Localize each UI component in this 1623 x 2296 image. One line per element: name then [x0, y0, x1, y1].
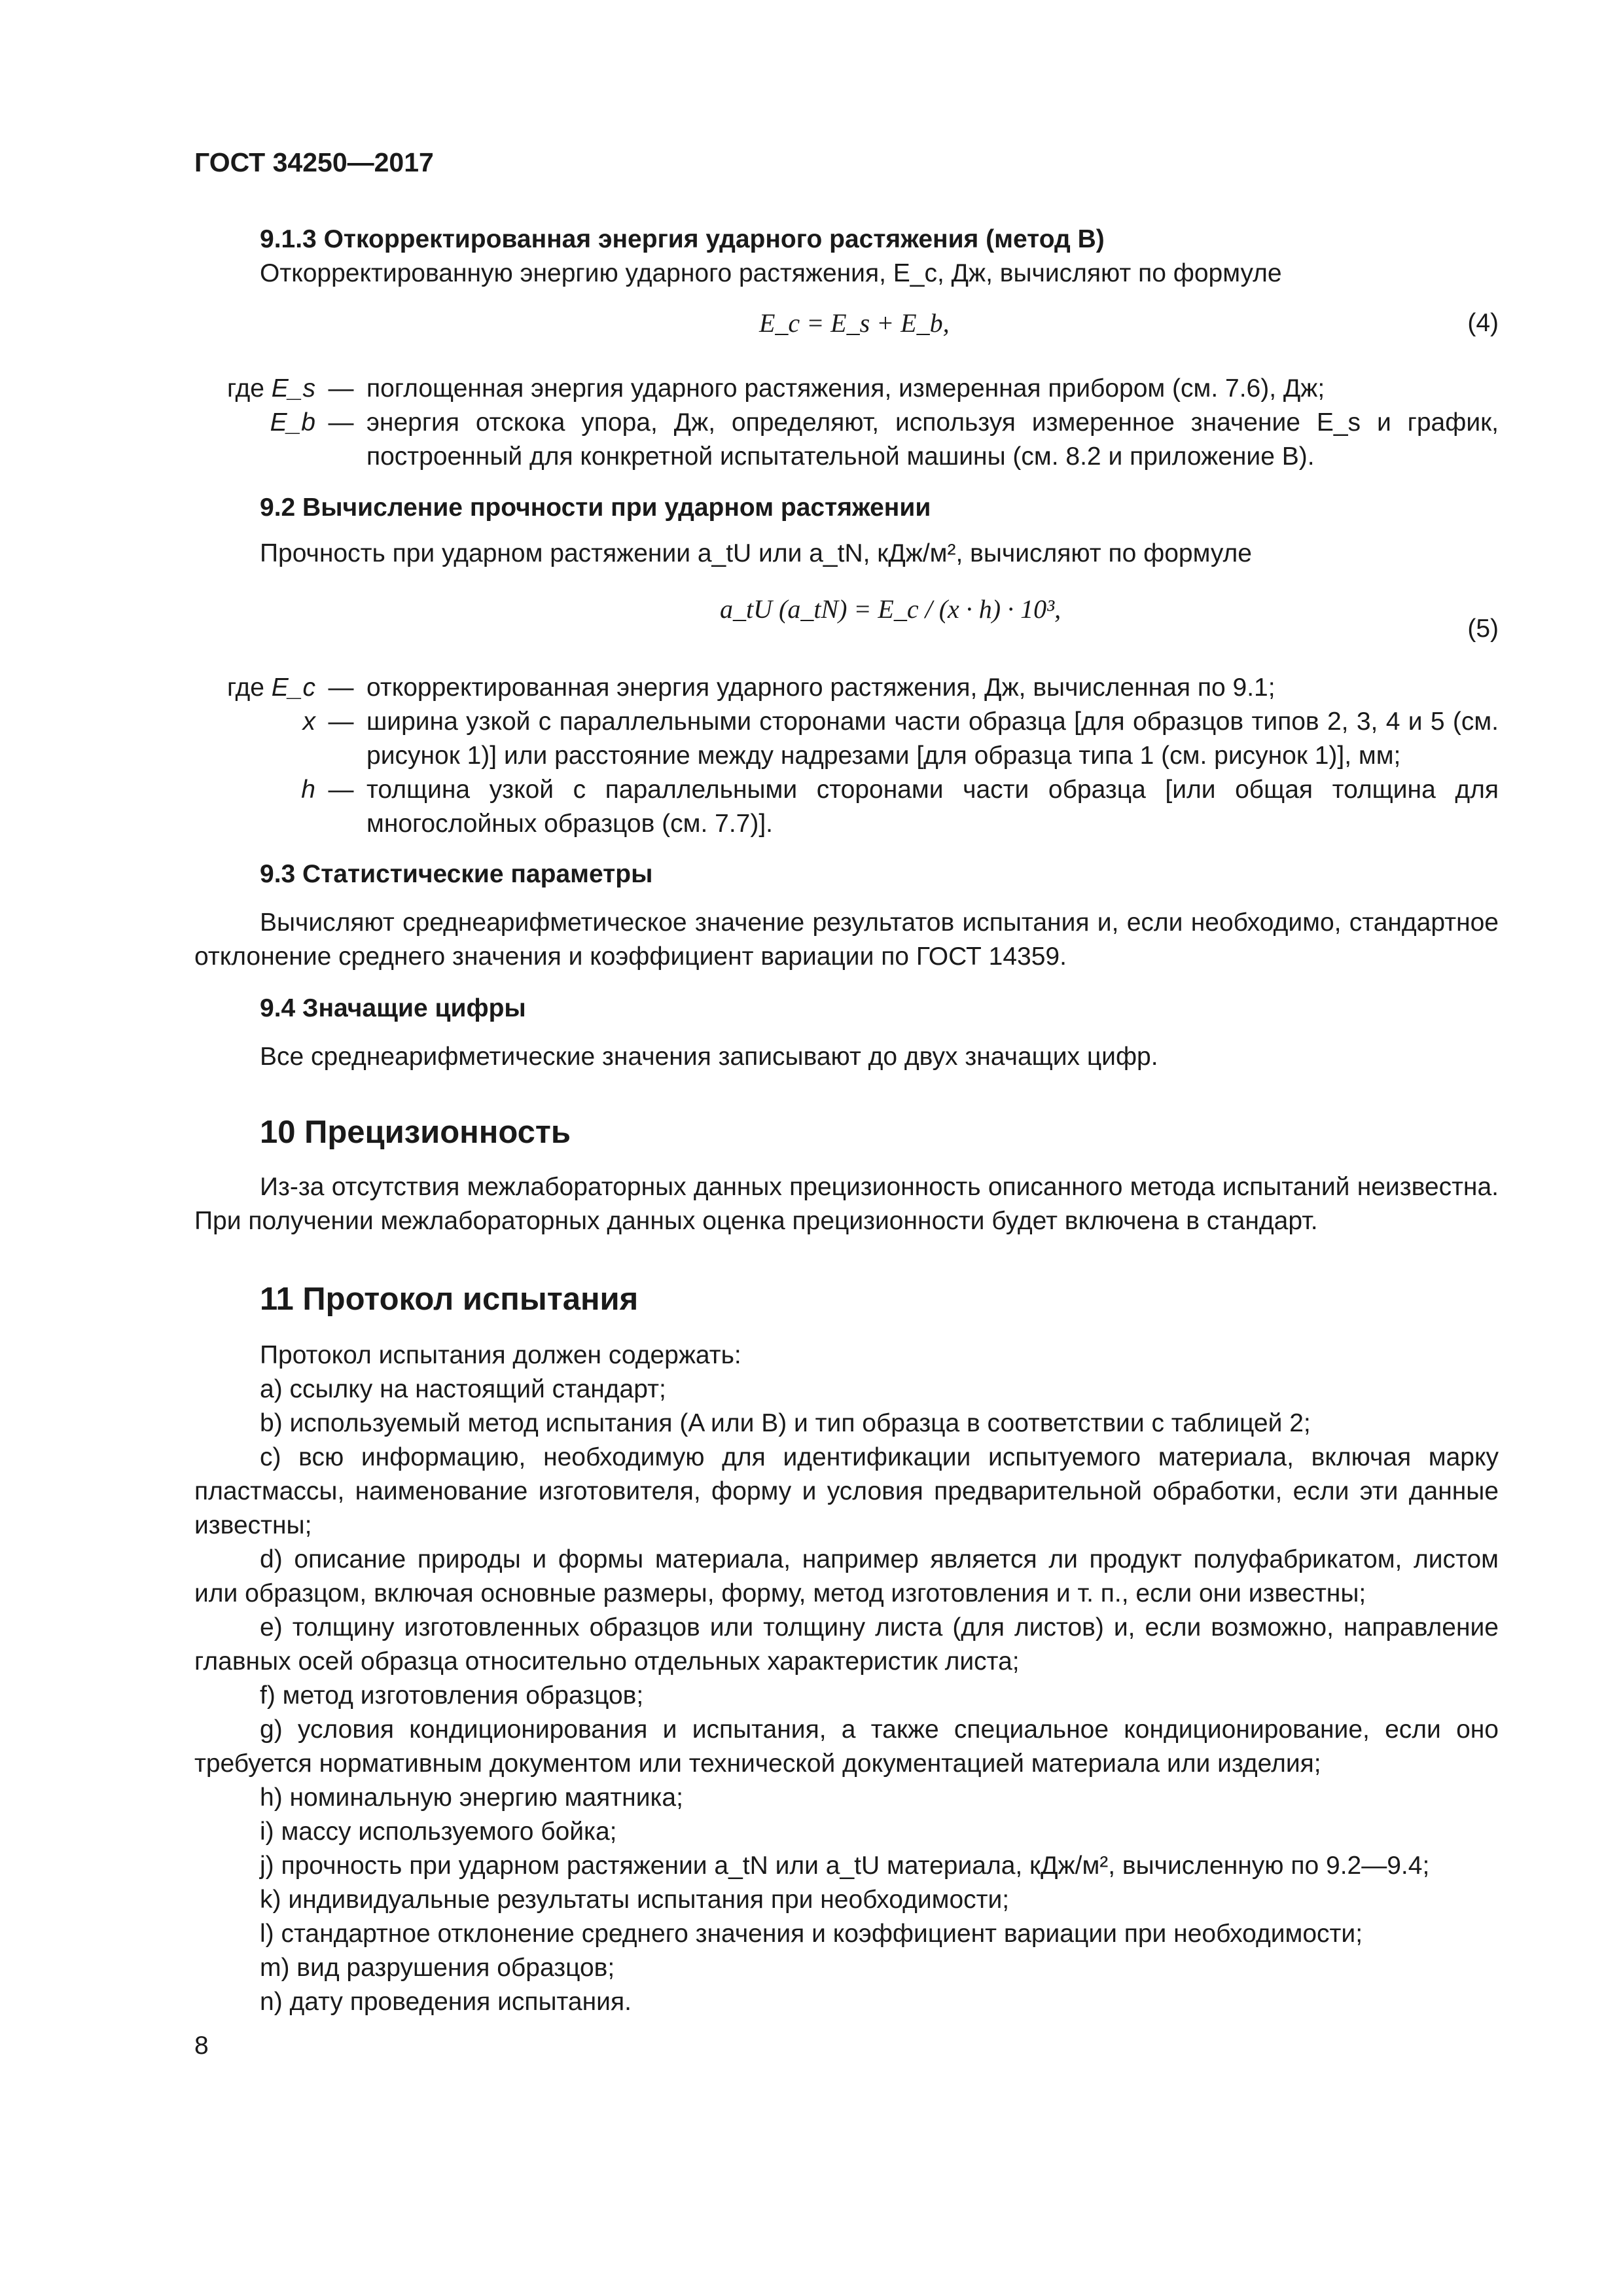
definition-symbol: E_c — [271, 673, 315, 702]
list-item: i) массу используемого бойка; — [260, 1818, 617, 1846]
formula-4: E_c = E_s + E_b, — [759, 308, 950, 338]
section-10 — [194, 1113, 1499, 1238]
definition-row: h — толщина узкой с параллельными сторонами части образца [или общая толщина для многослойных образцов (см. 7.7)]. — [194, 773, 1499, 841]
list-item: d) описание природы и формы материала, например является ли продукт полуфабрикатом, листом или образцом, включая основные размеры, форму, метод изготовления и т. п., если они известны; — [194, 1545, 1499, 1607]
section-heading: 9.2 Вычисление прочности при ударном растяжении — [260, 493, 931, 522]
list-item: c) всю информацию, необходимую для идентификации испытуемого материала, включая марку пластмассы, наименование изготовителя, форму и условия предварительной обработки, если эти данные известны; — [194, 1443, 1499, 1539]
definition-text: толщина узкой с параллельными сторонами части образца [или общая толщина для многослойных образцов (см. 7.7)]. — [366, 776, 1499, 838]
section-9-4 — [194, 992, 1499, 1074]
section-heading: 9.1.3 Откорректированная энергия ударного растяжения (метод B) — [260, 225, 1105, 253]
definition-row: где E_s — поглощенная энергия ударного растяжения, измеренная прибором (см. 7.6), Дж; — [194, 372, 1499, 406]
document-header: ГОСТ 34250—2017 — [194, 147, 434, 177]
list-item: a) ссылку на настоящий стандарт; — [260, 1375, 666, 1403]
section-9-1-3 — [194, 223, 1499, 291]
section-text: Прочность при ударном растяжении a_tU или a_tN, кДж/м², вычисляют по формуле — [260, 539, 1252, 567]
page-number: 8 — [194, 2032, 209, 2060]
list-item: l) стандартное отклонение среднего значения и коэффициент вариации при необходимости; — [260, 1920, 1363, 1948]
equation-number: (4) — [1467, 309, 1499, 337]
definition-row: E_b — энергия отскока упора, Дж, определяют, используя измеренное значение E_s и график, построенный для конкретной испытательной машины (см. 8.2 и приложение B). — [194, 406, 1499, 474]
definition-text: ширина узкой с параллельными сторонами части образца [для образцов типов 2, 3, 4 и 5 (см. рисунок 1)] или расстояние между надрезами [для образца типа 1 (см. рисунок 1)], мм; — [366, 708, 1499, 770]
section-text: Все среднеарифметические значения записывают до двух значащих цифр. — [260, 1043, 1158, 1071]
variable-definitions — [194, 671, 1499, 841]
section-text: Откорректированную энергию ударного растяжения, E_c, Дж, вычисляют по формуле — [260, 259, 1282, 287]
equation-number: (5) — [1467, 615, 1499, 643]
definition-symbol: E_b — [270, 408, 315, 437]
where-label: где — [227, 374, 264, 403]
definition-text: откорректированная энергия ударного растяжения, Дж, вычисленная по 9.1; — [366, 673, 1275, 702]
definition-text: энергия отскока упора, Дж, определяют, используя измеренное значение E_s и график, построенный для конкретной испытательной машины (см. 8.2 и приложение B). — [366, 408, 1499, 471]
section-heading: 11 Протокол испытания — [260, 1282, 639, 1317]
section-intro: Протокол испытания должен содержать: — [260, 1341, 741, 1369]
list-item: m) вид разрушения образцов; — [260, 1954, 615, 1982]
definition-symbol: E_s — [271, 374, 315, 403]
list-item: e) толщину изготовленных образцов или толщину листа (для листов) и, если возможно, направление главных осей образца относительно отдельных характеристик листа; — [194, 1613, 1499, 1676]
protocol-items-list — [194, 1372, 1499, 2019]
section-text: Вычисляют среднеарифметическое значение результатов испытания и, если необходимо, стандартное отклонение среднего значения и коэффициент вариации по ГОСТ 14359. — [194, 908, 1499, 971]
list-item: g) условия кондиционирования и испытания, а также специальное кондиционирование, если оно требуется нормативным документом или технической документацией материала или изделия; — [194, 1715, 1499, 1778]
definition-row: где E_c — откорректированная энергия ударного растяжения, Дж, вычисленная по 9.1; — [194, 671, 1499, 705]
section-heading: 9.3 Статистические параметры — [260, 860, 653, 888]
definition-symbol: h — [301, 776, 315, 804]
definition-text: поглощенная энергия ударного растяжения, измеренная прибором (см. 7.6), Дж; — [366, 374, 1325, 403]
variable-definitions — [194, 372, 1499, 474]
section-text: Из-за отсутствия межлабораторных данных прецизионность описанного метода испытаний неизвестна. При получении межлабораторных данных оценка прецизионности будет включена в стандарт. — [194, 1173, 1499, 1235]
definition-row: x — ширина узкой с параллельными сторонами части образца [для образцов типов 2, 3, 4 и 5 (см. рисунок 1)] или расстояние между надрезами [для образца типа 1 (см. рисунок 1)], мм; — [194, 705, 1499, 773]
list-item: h) номинальную энергию маятника; — [260, 1784, 683, 1812]
list-item: f) метод изготовления образцов; — [260, 1681, 644, 1710]
section-11 — [194, 1280, 1499, 2019]
list-item: n) дату проведения испытания. — [260, 1988, 632, 2016]
list-item: b) используемый метод испытания (A или B) и тип образца в соответствии с таблицей 2; — [260, 1409, 1311, 1437]
formula-5: a_tU (a_tN) = E_c / (x · h) · 10³, — [720, 594, 1061, 624]
list-item: k) индивидуальные результаты испытания при необходимости; — [260, 1886, 1010, 1914]
list-item: j) прочность при ударном растяжении a_tN или a_tU материала, кДж/м², вычисленную по 9.2—9.4; — [260, 1852, 1430, 1880]
section-heading: 10 Прецизионность — [260, 1115, 571, 1150]
where-label: где — [227, 673, 264, 702]
section-9-2 — [194, 491, 1499, 571]
section-9-3 — [194, 857, 1499, 974]
section-heading: 9.4 Значащие цифры — [260, 994, 526, 1022]
definition-symbol: x — [302, 708, 315, 736]
